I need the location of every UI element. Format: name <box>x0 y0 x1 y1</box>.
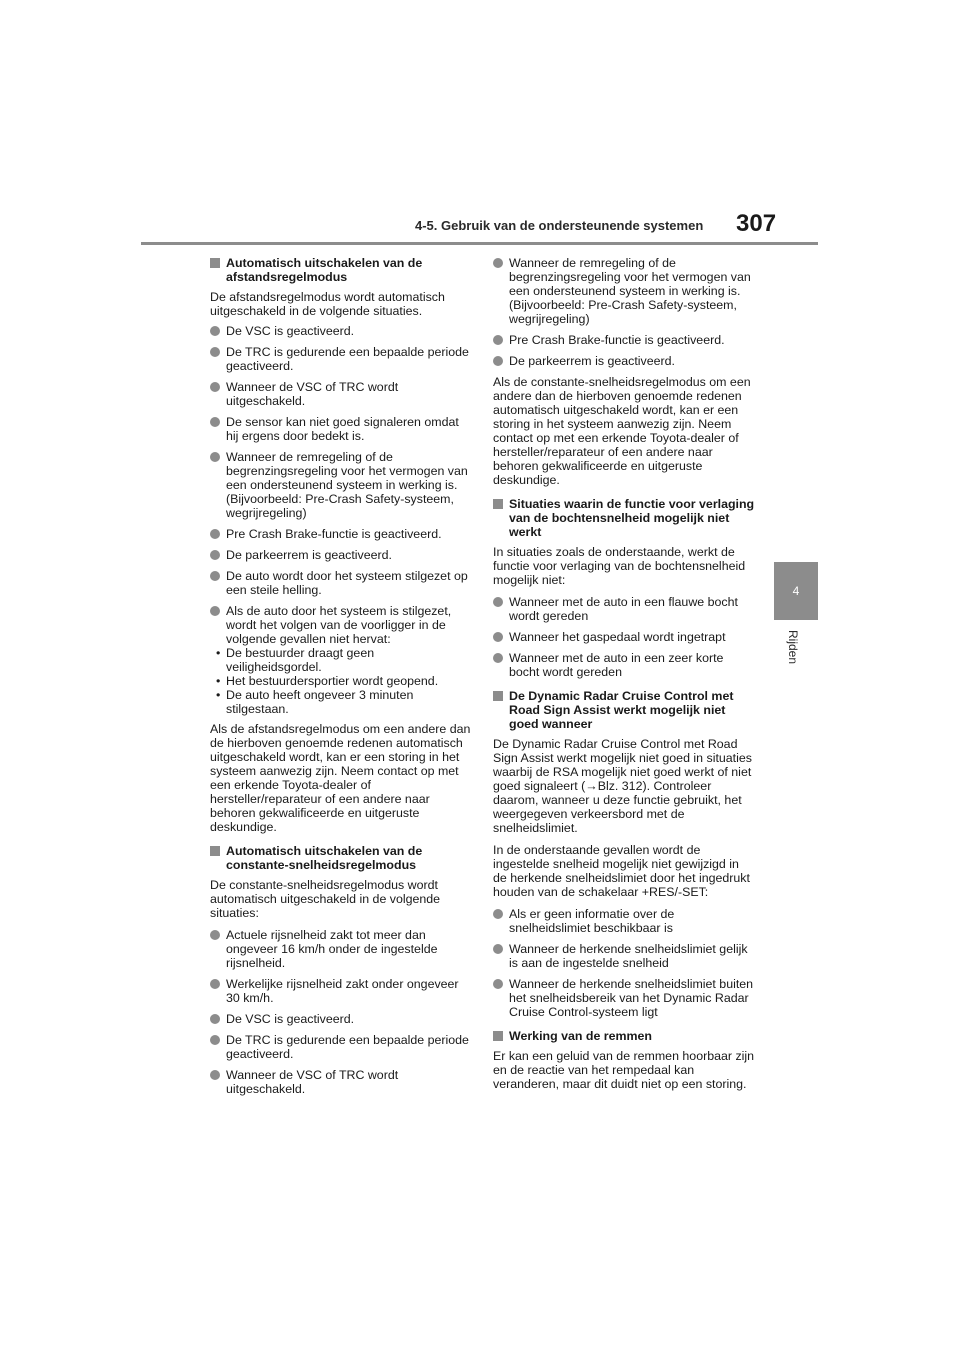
bullet-item: Wanneer de remregeling of de begrenzingsregeling voor het vermogen van een ondersteunend systeem in werking is. (Bijvoorbeeld: Pre-Crash Safety-systeem, wegrijregeling) <box>493 256 755 326</box>
sub-bullet-item: • De auto heeft ongeveer 3 minuten stilgestaan. <box>210 688 472 716</box>
section-heading: De Dynamic Radar Cruise Control met Road Sign Assist werkt mogelijk niet goed wanneer <box>493 689 755 731</box>
bullet-item: Wanneer de VSC of TRC wordt uitgeschakeld. <box>210 1068 472 1096</box>
section-heading: Automatisch uitschakelen van de constante-snelheidsregelmodus <box>210 844 472 872</box>
bullet-item: Wanneer de herkende snelheidslimiet buiten het snelheidsbereik van het Dynamic Radar Cruise Control-systeem ligt <box>493 977 755 1019</box>
bullet-item: De VSC is geactiveerd. <box>210 324 472 338</box>
paragraph: Er kan een geluid van de remmen hoorbaar zijn en de reactie van het rempedaal kan veranderen, maar dit duidt niet op een storing. <box>493 1049 755 1091</box>
section-heading: Situaties waarin de functie voor verlaging van de bochtensnelheid mogelijk niet werkt <box>493 497 755 539</box>
bullet-item: Wanneer de VSC of TRC wordt uitgeschakeld. <box>210 380 472 408</box>
bullet-item: De sensor kan niet goed signaleren omdat hij ergens door bedekt is. <box>210 415 472 443</box>
chapter-tab: 4 <box>774 562 818 620</box>
header-rule <box>141 242 818 245</box>
bullet-item: Pre Crash Brake-functie is geactiveerd. <box>493 333 755 347</box>
bullet-item: Wanneer het gaspedaal wordt ingetrapt <box>493 630 755 644</box>
sub-bullet-item: • De bestuurder draagt geen veiligheidsgordel. <box>210 646 472 674</box>
sub-bullet-item: • Het bestuurdersportier wordt geopend. <box>210 674 472 688</box>
bullet-item: Actuele rijsnelheid zakt tot meer dan ongeveer 16 km/h onder de ingestelde rijsnelheid. <box>210 928 472 970</box>
paragraph: Als de afstandsregelmodus om een andere dan de hierboven genoemde redenen automatisch uitgeschakeld wordt, kan er een storing in het systeem aanwezig zijn. Neem contact op met een erkende Toyota-dealer of hersteller/reparateur of een andere naar behoren gekwalificeerde en uitgeruste deskundige. <box>210 722 471 834</box>
paragraph: Als de constante-snelheidsregelmodus om een andere dan de hierboven genoemde redenen automatisch uitgeschakeld wordt, kan er een storing in het systeem aanwezig zijn. Neem contact op met een erkende Toyota-dealer of hersteller/reparateur of een andere naar behoren gekwalificeerde en uitgeruste deskundige. <box>493 375 751 487</box>
bullet-item: Wanneer de remregeling of de begrenzingsregeling voor het vermogen van een ondersteunend systeem in werking is. (Bijvoorbeeld: Pre-Crash Safety-systeem, wegrijregeling) <box>210 450 472 520</box>
bullet-item: De parkeerrem is geactiveerd. <box>210 548 472 562</box>
paragraph: In situaties zoals de onderstaande, werkt de functie voor verlaging van de bochtensnelheid mogelijk niet: <box>493 545 746 587</box>
bullet-item: Als er geen informatie over de snelheidslimiet beschikbaar is <box>493 907 755 935</box>
bullet-item: De TRC is gedurende een bepaalde periode geactiveerd. <box>210 1033 472 1061</box>
section-heading: Automatisch uitschakelen van de afstandsregelmodus <box>210 256 472 284</box>
bullet-item: De TRC is gedurende een bepaalde periode geactiveerd. <box>210 345 472 373</box>
bullet-item: Als de auto door het systeem is stilgezet, wordt het volgen van de voorligger in de volgende gevallen niet hervat: <box>210 604 472 646</box>
paragraph: In de onderstaande gevallen wordt de ingestelde snelheid mogelijk niet gewijzigd in de herkende snelheidslimiet door het ingedrukt houden van de schakelaar +RES/-SET: <box>493 843 750 899</box>
paragraph: De constante-snelheidsregelmodus wordt automatisch uitgeschakeld in de volgende situaties: <box>210 878 441 920</box>
bullet-item: Wanneer de herkende snelheidslimiet gelijk is aan de ingestelde snelheid <box>493 942 755 970</box>
page-number: 307 <box>736 210 777 237</box>
bullet-item: Wanneer met de auto in een flauwe bocht wordt gereden <box>493 595 755 623</box>
bullet-item: De VSC is geactiveerd. <box>210 1012 472 1026</box>
bullet-item: Werkelijke rijsnelheid zakt onder ongeveer 30 km/h. <box>210 977 472 1005</box>
bullet-item: Pre Crash Brake-functie is geactiveerd. <box>210 527 472 541</box>
left-column <box>210 256 472 1103</box>
bullet-item: Wanneer met de auto in een zeer korte bocht wordt gereden <box>493 651 755 679</box>
paragraph: De afstandsregelmodus wordt automatisch uitgeschakeld in de volgende situaties. <box>210 290 445 318</box>
paragraph: De Dynamic Radar Cruise Control met Road Sign Assist werkt mogelijk niet goed in situaties waarbij de RSA mogelijk niet goed werkt of niet goed signaleert (→Blz. 312). Controleer daarom, wanneer u deze functie gebruikt, het weergegeven verkeersbord met de snelheidslimiet. <box>493 737 752 835</box>
bullet-item: De parkeerrem is geactiveerd. <box>493 354 755 368</box>
section-heading: Werking van de remmen <box>493 1029 755 1043</box>
bullet-item: De auto wordt door het systeem stilgezet op een steile helling. <box>210 569 472 597</box>
section-title: 4-5. Gebruik van de ondersteunende systemen <box>415 218 704 233</box>
chapter-label: Rijden <box>786 630 800 665</box>
right-column <box>493 256 755 1097</box>
